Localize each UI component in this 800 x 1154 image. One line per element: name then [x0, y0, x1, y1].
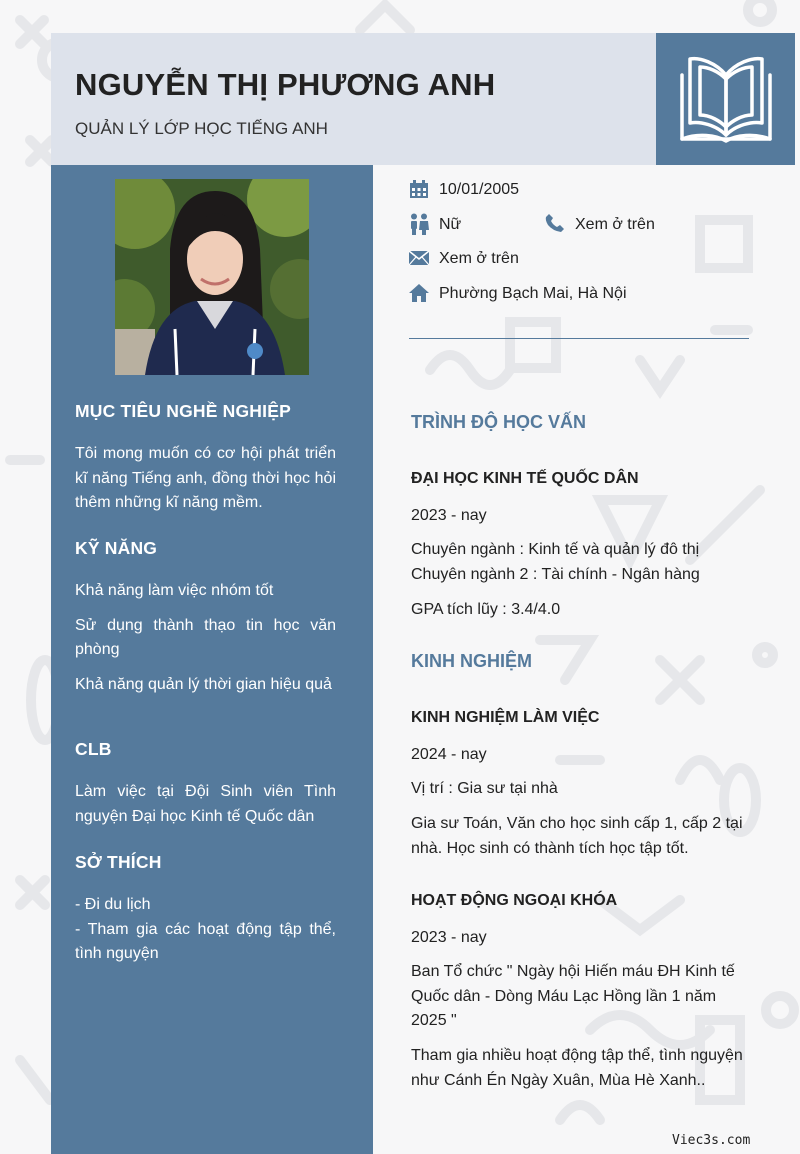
- divider: [409, 338, 749, 339]
- skills-title: KỸ NĂNG: [75, 538, 158, 558]
- job-title: QUẢN LÝ LỚP HỌC TIẾNG ANH: [75, 119, 328, 138]
- sidebar: [51, 165, 373, 1154]
- extra-title: HOẠT ĐỘNG NGOẠI KHÓA: [411, 892, 618, 909]
- gender-icon: [409, 213, 429, 235]
- work-period: 2024 - nay: [411, 746, 487, 763]
- skill-item: Khả năng làm việc nhóm tốt: [75, 582, 274, 599]
- gpa: GPA tích lũy : 3.4/4.0: [411, 601, 561, 618]
- envelope-icon: [409, 251, 429, 265]
- hobby-item: - Đi du lịch: [75, 896, 151, 913]
- hobbies-section: [75, 852, 336, 967]
- watermark: Viec3s.com: [672, 1133, 751, 1148]
- birthday: 10/01/2005: [439, 181, 520, 198]
- education-title: TRÌNH ĐỘ HỌC VẤN: [411, 412, 586, 432]
- extra-period: 2023 - nay: [411, 929, 487, 946]
- career-goal-title: MỤC TIÊU NGHỀ NGHIỆP: [75, 401, 291, 421]
- skills-section: [75, 538, 336, 697]
- home-icon: [409, 284, 429, 302]
- work-position: Vị trí : Gia sư tại nhà: [411, 780, 558, 797]
- extra-item: Ban Tổ chức " Ngày hội Hiến máu ĐH Kinh tế Quốc dân - Dòng Máu Lạc Hồng lần 1 năm 2025 ": [411, 963, 735, 1029]
- experience-title: KINH NGHIỆM: [411, 651, 532, 671]
- header: [51, 33, 656, 165]
- email: Xem ở trên: [439, 250, 519, 267]
- extra-item: Tham gia nhiều hoạt động tập thể, tình nguyện như Cánh Én Ngày Xuân, Mùa Hè Xanh..: [411, 1047, 743, 1089]
- club-text: Làm việc tại Đội Sinh viên Tình nguyện Đại học Kinh tế Quốc dân: [75, 783, 336, 825]
- skill-item: Khả năng quản lý thời gian hiệu quả: [75, 675, 332, 693]
- career-goal-text: Tôi mong muốn có cơ hội phát triển kĩ năng Tiếng anh, đồng thời học hỏi thêm những kĩ năng mềm.: [75, 445, 336, 511]
- page-title: NGUYỄN THỊ PHƯƠNG ANH: [75, 67, 496, 102]
- phone-icon: [545, 213, 565, 233]
- open-book-icon: [678, 53, 774, 143]
- work-title: KINH NGHIỆM LÀM VIỆC: [411, 709, 600, 726]
- profile-photo: [115, 179, 309, 375]
- logo-box: [656, 33, 795, 165]
- career-goal-section: [75, 401, 336, 516]
- major-2: Chuyên ngành 2 : Tài chính - Ngân hàng: [411, 566, 700, 583]
- education-period: 2023 - nay: [411, 507, 487, 524]
- avatar: [115, 179, 309, 375]
- major-1: Chuyên ngành : Kinh tế và quản lý đô thị: [411, 541, 700, 558]
- hobbies-title: SỞ THÍCH: [75, 852, 162, 872]
- address: Phường Bạch Mai, Hà Nội: [439, 285, 627, 302]
- calendar-icon: [409, 179, 429, 199]
- school-name: ĐẠI HỌC KINH TẾ QUỐC DÂN: [411, 470, 639, 487]
- skill-item: Sử dụng thành thạo tin học văn phòng: [75, 616, 336, 658]
- hobby-item: - Tham gia các hoạt động tập thể, tình nguyện: [75, 920, 336, 962]
- gender: Nữ: [439, 216, 462, 233]
- club-section: [75, 739, 336, 829]
- work-description: Gia sư Toán, Văn cho học sinh cấp 1, cấp 2 tại nhà. Học sinh có thành tích học tập tốt.: [411, 815, 743, 857]
- phone: Xem ở trên: [575, 216, 655, 233]
- club-title: CLB: [75, 739, 112, 759]
